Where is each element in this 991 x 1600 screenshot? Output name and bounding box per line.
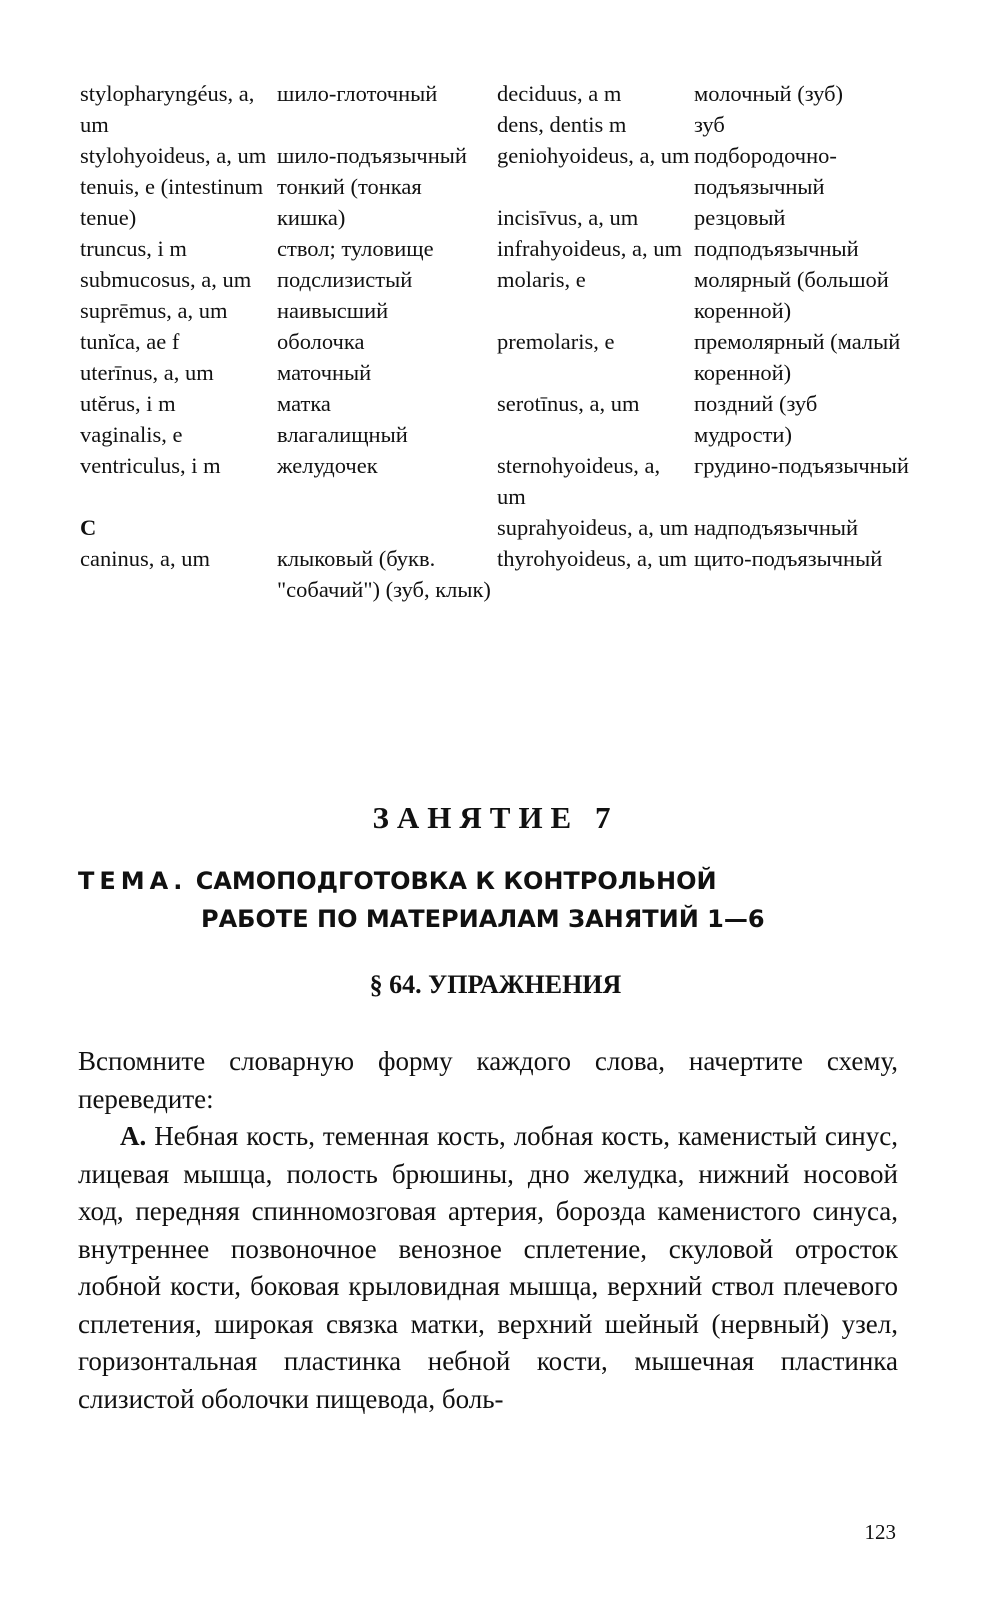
- dictionary-entry: [497, 233, 917, 264]
- russian-translation: шило-подъязычный: [277, 143, 467, 168]
- dictionary-vocabulary: [80, 78, 920, 718]
- dictionary-entry: [80, 264, 500, 295]
- theme-text-line-1: САМОПОДГОТОВКА К КОНТРОЛЬНОЙ: [195, 867, 717, 895]
- russian-translation: щито-подъязычный: [694, 546, 883, 571]
- exercise-text: Небная кость, теменная кость, лобная кость, каменистый синус, лицевая мышца, полость брюшины, дно желудка, нижний носовой ход, передняя спинномозговая артерия, борозда каменистого синуса, внутреннее позвоночное венозное сплетение, скуловой отросток лобной кости, боковая крыловидная мышца, верхний ствол плечевого сплетения, широкая связка матки, верхний шейный (нервный) узел, горизонтальная пластинка небной кости, мышечная пластинка слизистой оболочки пищевода, боль-: [78, 1121, 898, 1414]
- exercise-paragraph: [78, 1118, 898, 1418]
- dictionary-entry: [80, 171, 500, 233]
- russian-translation: поздний (зуб мудрости): [694, 391, 818, 447]
- russian-translation: наивысший: [277, 298, 389, 323]
- lesson-theme: [78, 862, 938, 938]
- russian-translation: резцовый: [694, 205, 786, 230]
- section-heading: § 64. УПРАЖНЕНИЯ: [369, 970, 622, 999]
- russian-translation: тонкий (тонкая кишка): [277, 174, 422, 230]
- theme-label: ТЕМА.: [78, 867, 188, 895]
- latin-term: caninus, a, um: [80, 546, 210, 571]
- dictionary-entry: [80, 233, 500, 264]
- latin-term: vaginalis, e: [80, 422, 183, 447]
- theme-text-line-2: РАБОТЕ ПО МАТЕРИАЛАМ ЗАНЯТИЙ 1—6: [201, 905, 765, 933]
- dictionary-entry: [497, 512, 917, 543]
- section-letter: C: [80, 515, 97, 540]
- russian-translation: влагалищный: [277, 422, 408, 447]
- latin-term: tenuis, e (intestinum tenue): [80, 174, 264, 230]
- dictionary-entry: [80, 543, 500, 605]
- russian-translation: подподъязычный: [694, 236, 859, 261]
- dictionary-entry: [497, 264, 917, 326]
- russian-translation: клыковый (букв. "собачий") (зуб, клык): [277, 546, 491, 602]
- dictionary-entry: [497, 543, 917, 574]
- dictionary-entry: [497, 388, 917, 450]
- latin-term: geniohyoideus, a, um: [497, 143, 690, 168]
- russian-translation: ствол; туловище: [277, 236, 434, 261]
- dictionary-entry: [80, 140, 500, 171]
- latin-term: tunĭca, ae f: [80, 329, 180, 354]
- russian-translation: зуб: [694, 112, 725, 137]
- latin-term: incisīvus, a, um: [497, 205, 639, 230]
- dictionary-entry: [497, 202, 917, 233]
- latin-term: truncus, i m: [80, 236, 187, 261]
- dictionary-left-column: [80, 78, 500, 605]
- latin-term: stylohyoideus, a, um: [80, 143, 267, 168]
- dictionary-entry: [497, 326, 917, 388]
- latin-term: utĕrus, i m: [80, 391, 176, 416]
- russian-translation: подслизистый: [277, 267, 413, 292]
- latin-term: sternohyoideus, a, um: [497, 453, 661, 509]
- dictionary-entry: [80, 419, 500, 450]
- russian-translation: желудочек: [277, 453, 378, 478]
- dictionary-right-column: [497, 78, 917, 574]
- russian-translation: премолярный (малый коренной): [694, 329, 901, 385]
- lesson-title: ЗАНЯТИЕ 7: [372, 800, 619, 835]
- russian-translation: грудино-подъязычный: [694, 453, 909, 478]
- exercise-body: [78, 1043, 898, 1418]
- page-number: 123: [864, 1520, 896, 1544]
- dictionary-entry: [497, 78, 917, 109]
- dictionary-entry: [80, 326, 500, 357]
- dictionary-entry: [497, 140, 917, 202]
- dictionary-entry: [497, 109, 917, 140]
- dictionary-entry: [80, 388, 500, 419]
- latin-term: ventriculus, i m: [80, 453, 221, 478]
- russian-translation: подбородочно-подъязычный: [694, 143, 837, 199]
- latin-term: serotīnus, a, um: [497, 391, 640, 416]
- latin-term: molaris, e: [497, 267, 586, 292]
- latin-term: premolaris, e: [497, 329, 615, 354]
- latin-term: deciduus, a m: [497, 81, 622, 106]
- russian-translation: шило-глоточный: [277, 81, 438, 106]
- dictionary-entry: [497, 450, 917, 512]
- russian-translation: оболочка: [277, 329, 365, 354]
- latin-term: suprēmus, a, um: [80, 298, 228, 323]
- russian-translation: молочный (зуб): [694, 81, 844, 106]
- latin-term: submucosus, a, um: [80, 267, 252, 292]
- dictionary-entry: [80, 450, 500, 481]
- russian-translation: молярный (большой коренной): [694, 267, 889, 323]
- russian-translation: маточный: [277, 360, 372, 385]
- exercise-label: А.: [120, 1121, 147, 1151]
- theme-line-1: [78, 862, 938, 900]
- dictionary-entry: [80, 78, 500, 140]
- latin-term: dens, dentis m: [497, 112, 627, 137]
- russian-translation: надподъязычный: [694, 515, 859, 540]
- latin-term: infrahyoideus, a, um: [497, 236, 682, 261]
- latin-term: stylopharyngéus, a, um: [80, 81, 255, 137]
- latin-term: thyrohyoideus, a, um: [497, 546, 687, 571]
- latin-term: suprahyoideus, a, um: [497, 515, 689, 540]
- exercise-intro: Вспомните словарную форму каждого слова, начертите схему, переведите:: [78, 1046, 898, 1114]
- russian-translation: матка: [277, 391, 331, 416]
- latin-term: uterīnus, a, um: [80, 360, 214, 385]
- dictionary-entry: [80, 295, 500, 326]
- dictionary-entry: [80, 357, 500, 388]
